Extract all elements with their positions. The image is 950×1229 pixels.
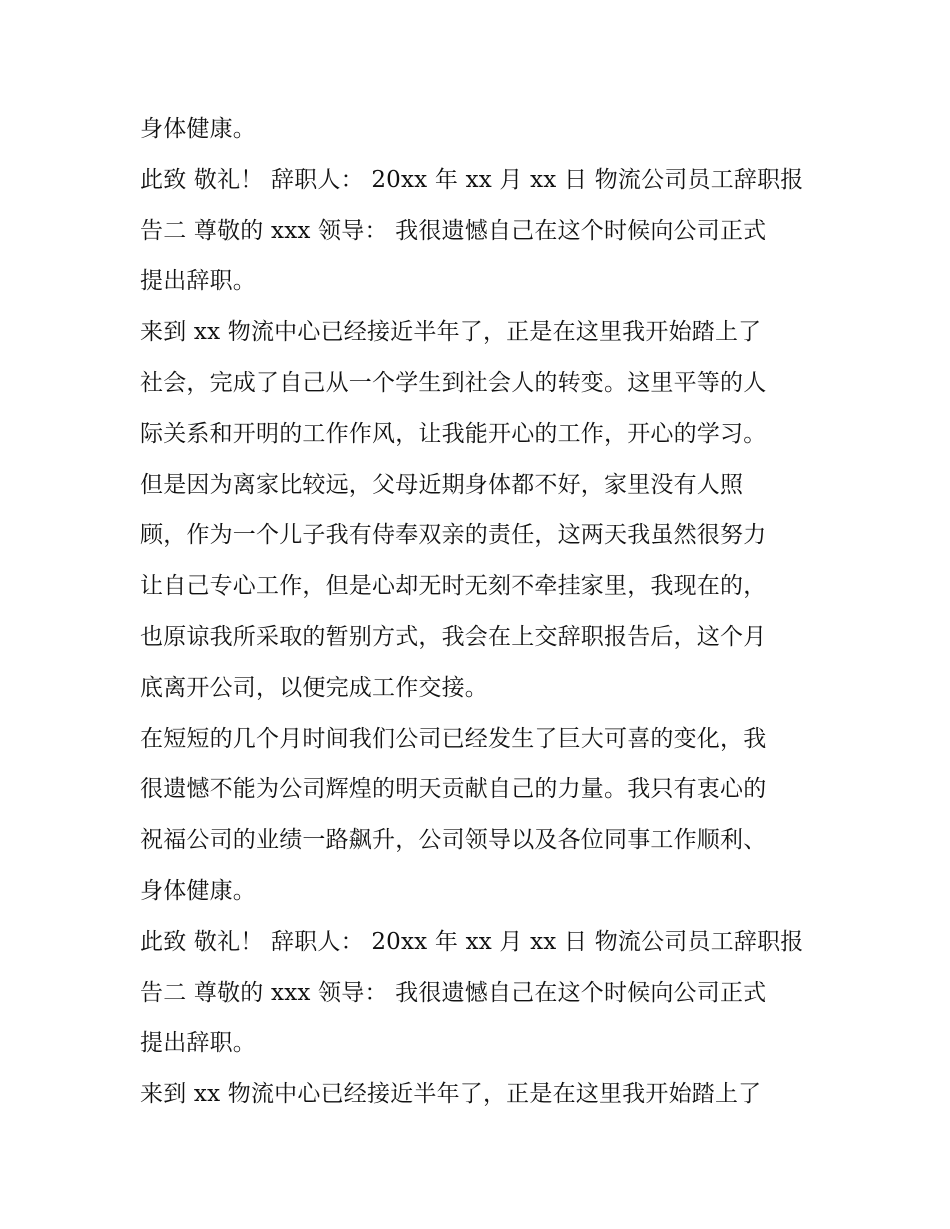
text-line-10: 让自己专心工作，但是心却无时无刻不牵挂家里，我现在的， [140, 573, 767, 600]
text-line-15: 祝福公司的业绩一路飙升，公司领导以及各位同事工作顺利、 [140, 827, 767, 854]
text-line-20: 来到 xx 物流中心已经接近半年了，正是在这里我开始踏上了 [140, 1081, 762, 1108]
text-line-17: 此致 敬礼！ 辞职人： 20xx 年 xx 月 xx 日 物流公司员工辞职报 [140, 928, 804, 955]
text-line-2: 此致 敬礼！ 辞职人： 20xx 年 xx 月 xx 日 物流公司员工辞职报 [140, 166, 804, 193]
text-line-6: 社会，完成了自己从一个学生到社会人的转变。这里平等的人 [140, 369, 767, 396]
text-line-19: 提出辞职。 [140, 1030, 256, 1057]
text-line-9: 顾，作为一个儿子我有侍奉双亲的责任，这两天我虽然很努力 [140, 522, 767, 549]
text-line-18: 告二 尊敬的 xxx 领导： 我很遗憾自己在这个时候向公司正式 [140, 979, 767, 1006]
text-line-3: 告二 尊敬的 xxx 领导： 我很遗憾自己在这个时候向公司正式 [140, 217, 767, 244]
text-line-7: 际关系和开明的工作作风，让我能开心的工作，开心的学习。 [140, 420, 767, 447]
text-line-8: 但是因为离家比较远，父母近期身体都不好，家里没有人照 [140, 471, 744, 498]
text-line-13: 在短短的几个月时间我们公司已经发生了巨大可喜的变化，我 [140, 725, 767, 752]
document-body [140, 104, 830, 1120]
text-line-5: 来到 xx 物流中心已经接近半年了，正是在这里我开始踏上了 [140, 319, 762, 346]
text-line-12: 底离开公司，以便完成工作交接。 [140, 674, 488, 701]
text-line-16: 身体健康。 [140, 877, 256, 904]
text-line-1: 身体健康。 [140, 116, 256, 142]
text-line-4: 提出辞职。 [140, 268, 256, 295]
text-line-14: 很遗憾不能为公司辉煌的明天贡献自己的力量。我只有衷心的 [140, 776, 767, 803]
text-line-11: 也原谅我所采取的暂别方式，我会在上交辞职报告后，这个月 [140, 623, 767, 650]
